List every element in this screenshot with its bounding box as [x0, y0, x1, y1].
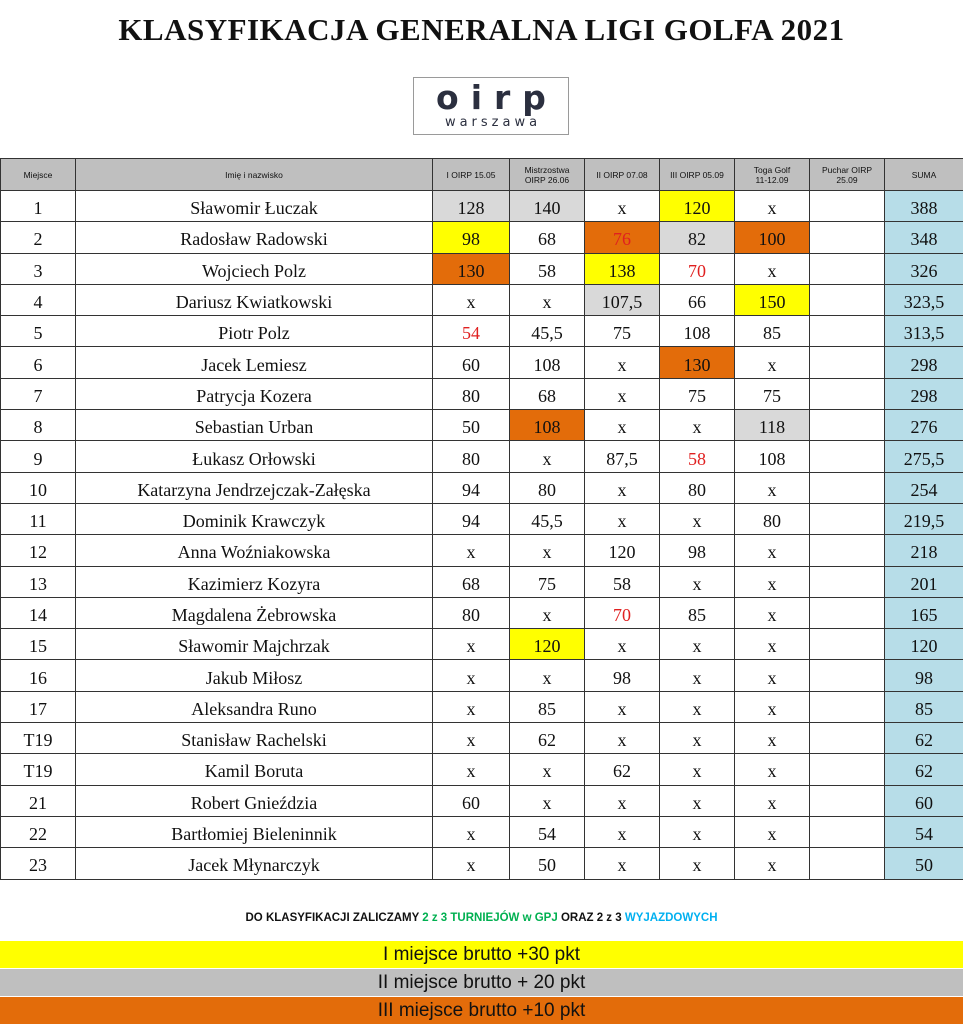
score-cell-tournament-6 — [810, 660, 885, 691]
score-cell-tournament-5: x — [735, 535, 810, 566]
score-cell-tournament-2: 50 — [510, 848, 585, 879]
place-cell: 4 — [1, 284, 76, 315]
score-cell-tournament-6 — [810, 597, 885, 628]
score-cell-tournament-2: x — [510, 754, 585, 785]
sum-cell: 276 — [885, 410, 963, 441]
score-cell-tournament-3: x — [585, 472, 660, 503]
place-cell: 13 — [1, 566, 76, 597]
player-name-cell: Aleksandra Runo — [76, 691, 433, 722]
score-cell-tournament-4: x — [660, 785, 735, 816]
score-cell-tournament-6 — [810, 441, 885, 472]
header-tournament-6-line2: 25.09 — [836, 174, 858, 185]
score-cell-tournament-4: x — [660, 629, 735, 660]
score-cell-tournament-2: x — [510, 785, 585, 816]
player-name-cell: Patrycja Kozera — [76, 378, 433, 409]
oirp-logo — [413, 77, 569, 135]
score-cell-tournament-4: 82 — [660, 222, 735, 253]
score-cell-tournament-1: x — [433, 723, 510, 754]
logo-main-text: oirp — [436, 78, 558, 117]
score-cell-tournament-4: 70 — [660, 253, 735, 284]
sum-cell: 54 — [885, 816, 963, 847]
score-cell-tournament-3: x — [585, 503, 660, 534]
score-cell-tournament-1: 68 — [433, 566, 510, 597]
score-cell-tournament-4: x — [660, 848, 735, 879]
score-cell-tournament-2: 62 — [510, 723, 585, 754]
score-cell-tournament-3: x — [585, 723, 660, 754]
score-cell-tournament-5: x — [735, 848, 810, 879]
score-cell-tournament-3: x — [585, 378, 660, 409]
player-name-cell: Sebastian Urban — [76, 410, 433, 441]
score-cell-tournament-4: 58 — [660, 441, 735, 472]
header-tournament-5-line2: 11-12.09 — [755, 174, 789, 185]
table-row — [1, 410, 963, 441]
player-name-cell: Jakub Miłosz — [76, 660, 433, 691]
place-cell: 17 — [1, 691, 76, 722]
score-cell-tournament-1: 80 — [433, 597, 510, 628]
table-row — [1, 754, 963, 785]
score-cell-tournament-3: 107,5 — [585, 284, 660, 315]
note-part-4: WYJAZDOWYCH — [624, 912, 718, 924]
note-part-3: ORAZ 2 z 3 — [557, 912, 625, 924]
sum-cell: 50 — [885, 848, 963, 879]
place-cell: 9 — [1, 441, 76, 472]
player-name-cell: Łukasz Orłowski — [76, 441, 433, 472]
sum-cell: 60 — [885, 785, 963, 816]
player-name-cell: Kazimierz Kozyra — [76, 566, 433, 597]
score-cell-tournament-6 — [810, 629, 885, 660]
sum-cell: 313,5 — [885, 316, 963, 347]
player-name-cell: Sławomir Majchrzak — [76, 629, 433, 660]
score-cell-tournament-1: 130 — [433, 253, 510, 284]
table-row — [1, 347, 963, 378]
header-tournament-5-line1: Toga Golf — [753, 164, 791, 175]
player-name-cell: Sławomir Łuczak — [76, 191, 433, 222]
score-cell-tournament-5: x — [735, 191, 810, 222]
player-name-cell: Jacek Młynarczyk — [76, 848, 433, 879]
player-name-cell: Katarzyna Jendrzejczak-Załęska — [76, 472, 433, 503]
table-row — [1, 816, 963, 847]
score-cell-tournament-6 — [810, 566, 885, 597]
table-row — [1, 597, 963, 628]
score-cell-tournament-2: x — [510, 597, 585, 628]
score-cell-tournament-5: x — [735, 597, 810, 628]
player-name-cell: Wojciech Polz — [76, 253, 433, 284]
score-cell-tournament-3: x — [585, 410, 660, 441]
score-cell-tournament-1: x — [433, 660, 510, 691]
table-row — [1, 284, 963, 315]
score-cell-tournament-6 — [810, 816, 885, 847]
table-row — [1, 253, 963, 284]
score-cell-tournament-1: 98 — [433, 222, 510, 253]
table-row — [1, 848, 963, 879]
score-cell-tournament-2: 120 — [510, 629, 585, 660]
score-cell-tournament-3: 62 — [585, 754, 660, 785]
score-cell-tournament-5: 100 — [735, 222, 810, 253]
score-cell-tournament-6 — [810, 691, 885, 722]
score-cell-tournament-6 — [810, 472, 885, 503]
score-cell-tournament-3: x — [585, 816, 660, 847]
place-cell: T19 — [1, 754, 76, 785]
score-cell-tournament-3: 120 — [585, 535, 660, 566]
table-row — [1, 691, 963, 722]
score-cell-tournament-3: x — [585, 191, 660, 222]
place-cell: 8 — [1, 410, 76, 441]
table-row — [1, 566, 963, 597]
score-cell-tournament-1: x — [433, 754, 510, 785]
score-cell-tournament-1: 94 — [433, 503, 510, 534]
classification-note — [0, 912, 963, 924]
sum-cell: 326 — [885, 253, 963, 284]
score-cell-tournament-2: x — [510, 441, 585, 472]
score-cell-tournament-3: 76 — [585, 222, 660, 253]
score-cell-tournament-2: 54 — [510, 816, 585, 847]
score-cell-tournament-5: 118 — [735, 410, 810, 441]
header-tournament-1: I OIRP 15.05 — [433, 159, 510, 191]
score-cell-tournament-1: 94 — [433, 472, 510, 503]
header-name: Imię i nazwisko — [76, 159, 433, 191]
score-cell-tournament-1: x — [433, 848, 510, 879]
score-cell-tournament-6 — [810, 754, 885, 785]
player-name-cell: Radosław Radowski — [76, 222, 433, 253]
score-cell-tournament-5: 108 — [735, 441, 810, 472]
score-cell-tournament-1: x — [433, 691, 510, 722]
player-name-cell: Dominik Krawczyk — [76, 503, 433, 534]
player-name-cell: Bartłomiej Bieleninnik — [76, 816, 433, 847]
table-row — [1, 378, 963, 409]
place-cell: 21 — [1, 785, 76, 816]
score-cell-tournament-6 — [810, 410, 885, 441]
score-cell-tournament-2: 58 — [510, 253, 585, 284]
table-body — [1, 191, 963, 880]
score-cell-tournament-3: 87,5 — [585, 441, 660, 472]
score-cell-tournament-5: x — [735, 472, 810, 503]
score-cell-tournament-6 — [810, 316, 885, 347]
sum-cell: 298 — [885, 347, 963, 378]
table-header-row — [1, 159, 963, 191]
score-cell-tournament-2: 80 — [510, 472, 585, 503]
sum-cell: 275,5 — [885, 441, 963, 472]
place-cell: 23 — [1, 848, 76, 879]
score-cell-tournament-4: x — [660, 660, 735, 691]
score-cell-tournament-1: 80 — [433, 441, 510, 472]
score-cell-tournament-4: 130 — [660, 347, 735, 378]
score-cell-tournament-6 — [810, 378, 885, 409]
table-row — [1, 660, 963, 691]
sum-cell: 120 — [885, 629, 963, 660]
score-cell-tournament-3: x — [585, 785, 660, 816]
table-row — [1, 191, 963, 222]
score-cell-tournament-6 — [810, 347, 885, 378]
player-name-cell: Robert Gnieździa — [76, 785, 433, 816]
score-cell-tournament-5: 150 — [735, 284, 810, 315]
score-cell-tournament-3: 138 — [585, 253, 660, 284]
player-name-cell: Stanisław Rachelski — [76, 723, 433, 754]
score-cell-tournament-3: x — [585, 347, 660, 378]
header-tournament-3: II OIRP 07.08 — [585, 159, 660, 191]
header-tournament-2-line1: Mistrzostwa — [524, 164, 570, 175]
table-row — [1, 723, 963, 754]
score-cell-tournament-2: 140 — [510, 191, 585, 222]
score-cell-tournament-4: x — [660, 503, 735, 534]
score-cell-tournament-4: x — [660, 566, 735, 597]
sum-cell: 62 — [885, 754, 963, 785]
place-cell: 5 — [1, 316, 76, 347]
note-part-2: 2 z 3 TURNIEJÓW w GPJ — [422, 912, 558, 924]
place-cell: 6 — [1, 347, 76, 378]
score-cell-tournament-1: x — [433, 816, 510, 847]
score-cell-tournament-2: x — [510, 660, 585, 691]
score-cell-tournament-1: 80 — [433, 378, 510, 409]
score-cell-tournament-5: 80 — [735, 503, 810, 534]
score-cell-tournament-5: x — [735, 691, 810, 722]
table-row — [1, 503, 963, 534]
score-cell-tournament-2: 85 — [510, 691, 585, 722]
classification-table — [0, 158, 963, 880]
score-cell-tournament-5: x — [735, 723, 810, 754]
place-cell: 15 — [1, 629, 76, 660]
sum-cell: 165 — [885, 597, 963, 628]
score-cell-tournament-1: 54 — [433, 316, 510, 347]
place-cell: 2 — [1, 222, 76, 253]
score-cell-tournament-5: x — [735, 566, 810, 597]
table-row — [1, 472, 963, 503]
player-name-cell: Anna Woźniakowska — [76, 535, 433, 566]
legend-second-place: II miejsce brutto + 20 pkt — [0, 969, 963, 996]
place-cell: 12 — [1, 535, 76, 566]
header-tournament-5 — [735, 159, 810, 191]
sum-cell: 219,5 — [885, 503, 963, 534]
score-cell-tournament-5: x — [735, 629, 810, 660]
sum-cell: 218 — [885, 535, 963, 566]
sum-cell: 254 — [885, 472, 963, 503]
score-cell-tournament-4: 66 — [660, 284, 735, 315]
player-name-cell: Jacek Lemiesz — [76, 347, 433, 378]
score-cell-tournament-6 — [810, 848, 885, 879]
score-cell-tournament-6 — [810, 535, 885, 566]
score-cell-tournament-2: 68 — [510, 222, 585, 253]
header-sum: SUMA — [885, 159, 963, 191]
score-cell-tournament-5: 75 — [735, 378, 810, 409]
place-cell: 14 — [1, 597, 76, 628]
score-cell-tournament-4: x — [660, 410, 735, 441]
score-cell-tournament-6 — [810, 253, 885, 284]
score-cell-tournament-2: x — [510, 535, 585, 566]
player-name-cell: Piotr Polz — [76, 316, 433, 347]
score-cell-tournament-6 — [810, 191, 885, 222]
score-cell-tournament-2: x — [510, 284, 585, 315]
sum-cell: 62 — [885, 723, 963, 754]
score-cell-tournament-2: 45,5 — [510, 503, 585, 534]
sum-cell: 298 — [885, 378, 963, 409]
score-cell-tournament-5: x — [735, 253, 810, 284]
score-cell-tournament-2: 68 — [510, 378, 585, 409]
place-cell: 10 — [1, 472, 76, 503]
score-cell-tournament-4: 98 — [660, 535, 735, 566]
page-title: KLASYFIKACJA GENERALNA LIGI GOLFA 2021 — [118, 12, 845, 47]
score-cell-tournament-2: 108 — [510, 347, 585, 378]
header-tournament-4: III OIRP 05.09 — [660, 159, 735, 191]
sum-cell: 323,5 — [885, 284, 963, 315]
sum-cell: 98 — [885, 660, 963, 691]
score-cell-tournament-1: 50 — [433, 410, 510, 441]
header-place: Miejsce — [1, 159, 76, 191]
score-cell-tournament-1: 128 — [433, 191, 510, 222]
note-part-1: DO KLASYFIKACJI ZALICZAMY — [245, 912, 423, 924]
header-tournament-6 — [810, 159, 885, 191]
place-cell: 16 — [1, 660, 76, 691]
score-cell-tournament-3: x — [585, 629, 660, 660]
score-cell-tournament-1: x — [433, 535, 510, 566]
header-tournament-6-line1: Puchar OIRP — [821, 164, 873, 175]
score-cell-tournament-5: x — [735, 816, 810, 847]
legend-first-place: I miejsce brutto +30 pkt — [0, 941, 963, 968]
score-cell-tournament-4: 108 — [660, 316, 735, 347]
score-cell-tournament-4: 85 — [660, 597, 735, 628]
score-cell-tournament-4: 75 — [660, 378, 735, 409]
score-cell-tournament-4: x — [660, 691, 735, 722]
score-cell-tournament-4: x — [660, 723, 735, 754]
score-cell-tournament-4: 120 — [660, 191, 735, 222]
score-cell-tournament-2: 75 — [510, 566, 585, 597]
sum-cell: 388 — [885, 191, 963, 222]
score-cell-tournament-4: x — [660, 816, 735, 847]
player-name-cell: Dariusz Kwiatkowski — [76, 284, 433, 315]
score-cell-tournament-5: 85 — [735, 316, 810, 347]
place-cell: 3 — [1, 253, 76, 284]
score-cell-tournament-1: 60 — [433, 785, 510, 816]
sum-cell: 348 — [885, 222, 963, 253]
score-cell-tournament-5: x — [735, 347, 810, 378]
table-row — [1, 316, 963, 347]
score-cell-tournament-3: 98 — [585, 660, 660, 691]
sum-cell: 201 — [885, 566, 963, 597]
score-cell-tournament-6 — [810, 503, 885, 534]
score-cell-tournament-2: 108 — [510, 410, 585, 441]
score-cell-tournament-3: 75 — [585, 316, 660, 347]
logo-sub-text: warszawa — [444, 115, 542, 130]
score-cell-tournament-3: 70 — [585, 597, 660, 628]
score-cell-tournament-1: x — [433, 629, 510, 660]
score-cell-tournament-2: 45,5 — [510, 316, 585, 347]
score-cell-tournament-6 — [810, 723, 885, 754]
place-cell: 22 — [1, 816, 76, 847]
table-row — [1, 222, 963, 253]
score-cell-tournament-3: x — [585, 691, 660, 722]
place-cell: 11 — [1, 503, 76, 534]
place-cell: 7 — [1, 378, 76, 409]
score-cell-tournament-5: x — [735, 785, 810, 816]
table-row — [1, 441, 963, 472]
place-cell: T19 — [1, 723, 76, 754]
table-row — [1, 629, 963, 660]
score-cell-tournament-1: x — [433, 284, 510, 315]
header-tournament-2 — [510, 159, 585, 191]
place-cell: 1 — [1, 191, 76, 222]
header-tournament-2-line2: OIRP 26.06 — [524, 174, 570, 185]
score-cell-tournament-3: x — [585, 848, 660, 879]
score-cell-tournament-6 — [810, 785, 885, 816]
score-cell-tournament-3: 58 — [585, 566, 660, 597]
score-cell-tournament-1: 60 — [433, 347, 510, 378]
score-cell-tournament-4: 80 — [660, 472, 735, 503]
player-name-cell: Kamil Boruta — [76, 754, 433, 785]
sum-cell: 85 — [885, 691, 963, 722]
score-cell-tournament-5: x — [735, 660, 810, 691]
score-cell-tournament-6 — [810, 284, 885, 315]
score-cell-tournament-5: x — [735, 754, 810, 785]
table-row — [1, 785, 963, 816]
legend-third-place: III miejsce brutto +10 pkt — [0, 997, 963, 1024]
score-cell-tournament-6 — [810, 222, 885, 253]
score-cell-tournament-4: x — [660, 754, 735, 785]
table-row — [1, 535, 963, 566]
player-name-cell: Magdalena Żebrowska — [76, 597, 433, 628]
